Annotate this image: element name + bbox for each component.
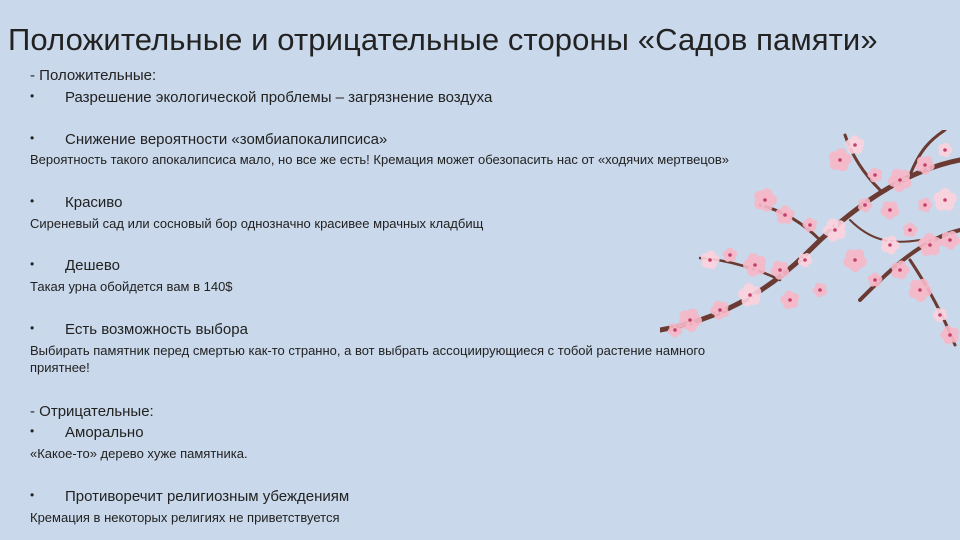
item-description-continued: приятнее! [30,360,90,375]
item-label: Разрешение экологической проблемы – загрязнение воздуха [65,89,493,106]
item-label: Красиво [65,194,123,211]
bullet-icon: • [30,321,35,335]
slide-title: Положительные и отрицательные стороны «Садов памяти» [8,22,878,57]
blossom-flower [881,236,900,255]
item-label: Дешево [65,257,121,274]
blossom-flower [823,218,846,241]
item-description: «Какое-то» дерево хуже памятника. [30,446,248,461]
positive-heading: - Положительные: [30,67,157,84]
list-item [0,131,900,151]
blossom-flower [933,188,956,211]
list-item [0,89,900,109]
blossom-flower [909,279,932,302]
bullet-icon: • [30,89,35,103]
blossom-flower [941,231,960,250]
blossom-flower [813,283,827,298]
bullet-icon: • [30,257,35,271]
list-item [0,488,900,508]
item-description: Кремация в некоторых религиях не приветствуется [30,510,340,525]
item-label: Есть возможность выбора [65,321,248,338]
item-description: Такая урна обойдется вам в 140$ [30,279,233,294]
list-item [0,194,900,214]
list-item [0,321,900,341]
item-label: Противоречит религиозным убеждениям [65,488,350,505]
item-label: Снижение вероятности «зомбиапокалипсиса» [65,131,388,148]
blossom-flower [938,143,952,158]
blossom-flower [940,325,959,344]
item-description: Выбирать памятник перед смертью как-то странно, а вот выбрать ассоциирующиеся с тобой растение намного [30,343,706,358]
blossom-flower [780,290,799,309]
bullet-icon: • [30,131,35,145]
blossom-flower [918,198,932,213]
list-item [0,424,900,444]
bullet-icon: • [30,194,35,208]
blossom-flower [803,218,818,233]
item-description: Вероятность такого апокалипсиса мало, но все же есть! Кремация может обезопасить нас от «ходячих мертвецов» [30,152,729,167]
blossom-flower [903,223,918,238]
list-item [0,257,900,277]
item-label: Аморально [65,424,144,441]
bullet-icon: • [30,424,35,438]
item-description: Сиреневый сад или сосновый бор однозначно красивее мрачных кладбищ [30,216,484,231]
bullet-icon: • [30,488,35,502]
negative-heading: - Отрицательные: [30,403,154,420]
